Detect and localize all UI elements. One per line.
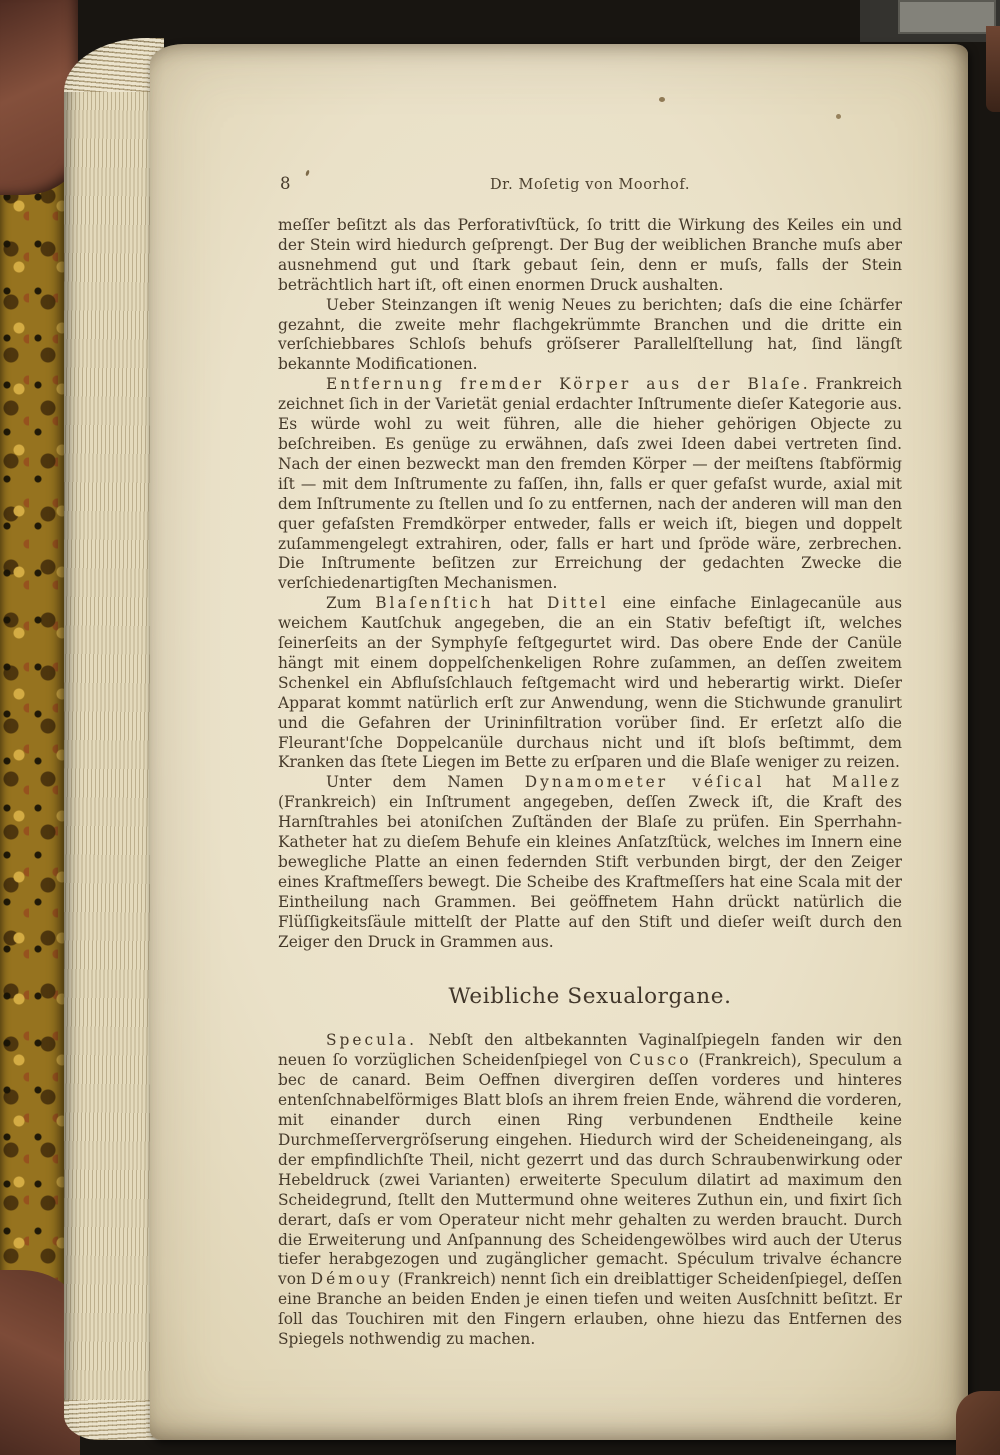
section-heading: Weibliche Sexualorgane.: [448, 983, 732, 1009]
paragraph-text: (Frankreich) ein Inſtrument angegeben, deſſen Zweck iſt, die Kraft des Harnſtrahles bei atoniſchen Zuſtänden der Blaſe zu prüfen. Ein Sperrhahn-Katheter hat zu dieſem Behufe ein kleines Anſatzſtück, welches im Innern eine bewegliche Platte an einen federnden Stift verbunden birgt, der den Zeiger eines Kraftmeſſers bewegt. Die Scheibe des Kraftmeſſers hat eine Scala mit der Eintheilung nach Grammen. Bei geöffnetem Hahn drückt natürlich die Flüſſigkeitsſäule mittelſt der Platte auf den Stift und dieſer weiſt durch den Zeiger den Druck in Grammen aus.: [278, 793, 902, 951]
paragraph-text: meſſer beſitzt als das Perforativſtück, ſo tritt die Wirkung des Keiles ein und der Stein wird hiedurch geſprengt. Der Bug der weiblichen Branche muſs aber ausnehmend gut und ſtark gebaut ſein, denn er muſs, falls der Stein beträchtlich hart iſt, oft einen enormen Druck aushalten.: [278, 216, 902, 294]
spaced-term: Blaſenſtich: [375, 594, 494, 613]
spaced-term: Démouy: [310, 1270, 393, 1289]
paragraph-text: Ueber Steinzangen iſt wenig Neues zu berichten; daſs die eine ſchärfer gezahnt, die zweite mehr flachgekrümmte Branchen und die dritte ein verſchiebbares Schloſs behufs gröſserer Parallelſtellung hat, ſind längſt bekannte Modificationen.: [278, 295, 902, 374]
spaced-term: Mallez: [832, 773, 902, 792]
paragraph-text: Unter dem Namen: [326, 773, 525, 792]
paper-speck: [659, 97, 665, 102]
back-cover-edge-sliver: [986, 26, 1000, 112]
paragraph-5: [278, 773, 902, 952]
running-head: Dr. Moſetig von Moorhof.: [489, 177, 691, 193]
spaced-term: Dynamometer véſical: [524, 773, 765, 792]
book-cover-marbled-edge: [0, 0, 66, 1455]
paragraph-text: (Frankreich), Speculum a bec de canard. Beim Oeffnen divergiren deſſen vorderes und hinteres entenſchnabelförmiges Blatt bloſs an ihrem freien Ende, während die vorderen, mit einander durch einen Ring verbundenen Endtheile keine Durchmeſſervergröſserung eingehen. Hiedurch wird der Scheideneingang, als der empfindlichſte Theil, nicht gezerrt und das durch Schraubenwirkung oder Hebeldruck (zwei Varianten) erweiterte Speculum dilatirt ad maximum den Scheidegrund, ſtellt den Muttermund ohne weiteres Zuthun ein, und fixirt ſich derart, daſs er vom Operateur nicht mehr gehalten zu werden braucht. Durch die Erweiterung und Anſpannung des Scheidengewölbes wird auch der Uterus tiefer herabgezogen und zugänglicher gemacht. Spéculum trivalve échancre von: [278, 1051, 902, 1289]
paragraph-2: [278, 296, 902, 376]
paragraph-text: hat: [493, 594, 547, 613]
paragraph-text: eine einfache Einlagecanüle aus weichem Kautſchuk angegeben, die an ein Stativ befeſtigt iſt, welches ſeinerſeits an der Symphyſe feſtgegurtet wird. Das obere Ende der Canüle hängt mit einem doppelſchenkeligen Rohre zuſammen, an deſſen zweitem Schenkel ein Abfluſsſchlauch feſtgemacht wird und heberartig wirkt. Dieſer Apparat kommt natürlich erſt zur Anwendung, wenn die Stichwunde granulirt und die Gefahren der Urininfiltration vorüber ſind. Er erſetzt alſo die Fleurant'ſche Doppelcanüle durchaus nicht und iſt bloſs beſtimmt, dem Kranken das ſtete Liegen im Bette zu erſparen und die Blaſe weniger zu reizen.: [278, 594, 903, 772]
page-number: 8: [280, 174, 291, 193]
spaced-term: Dittel: [547, 594, 609, 613]
paragraph-text: hat: [764, 773, 832, 792]
paragraph-text: (Frankreich) nennt ſich ein dreiblattiger Scheidenſpiegel, deſſen eine Branche an beiden Enden je einen tiefen und weiten Ausſchnitt beſitzt. Er ſoll das Touchiren mit den Fingern erlauben, ohne hiezu das Entfernen des Spiegels nothwendig zu machen.: [278, 1270, 902, 1349]
page-header: [278, 174, 902, 216]
paragraph-text: Nebſt den altbekannten Vaginalſpiegeln fanden wir den neuen ſo vorzüglichen Scheidenſpiegel von: [278, 1031, 902, 1070]
paragraph-text: Zum: [326, 594, 376, 613]
background-surface-gray: [898, 0, 996, 34]
paragraph-6: [278, 1031, 902, 1350]
paragraph-3: [278, 375, 902, 594]
paragraph-4: [278, 594, 902, 773]
paper-speck: [836, 114, 841, 119]
page-edges-stack: [64, 38, 164, 1440]
paragraph-text: Frankreich zeichnet ſich in der Varietät genial erdachter Inſtrumente dieſer Kategorie aus. Es würde wohl zu weit führen, alle die hieher gehörigen Objecte zu beſchreiben. Es genüge zu erwähnen, daſs zwei Ideen dabei vertreten ſind. Nach der einen bezweckt man den fremden Körper — der meiſtens ſtabförmig iſt — mit dem Inſtrumente zu faſſen, ihn, falls er quer gefaſst wurde, axial mit dem Inſtrumente zu ſtellen und ſo zu entfernen, nach der anderen will man den quer gefaſsten Fremdkörper entweder, falls er weich iſt, biegen und doppelt zuſammengelegt extrahiren, oder, falls er hart und ſpröde wäre, zerbrechen. Die Inſtrumente beſitzen zur Erreichung der gedachten Zwecke die verſchiedenartigſten Mechanismen.: [278, 375, 902, 593]
spaced-term: Specula.: [326, 1031, 418, 1050]
page-text-block: [278, 174, 902, 1350]
back-cover-corner: [956, 1391, 1000, 1455]
spaced-term: Cusco: [629, 1051, 692, 1070]
spaced-term: Entfernung fremder Körper aus der Blaſe.: [326, 375, 811, 394]
paragraph-1: [278, 216, 902, 296]
